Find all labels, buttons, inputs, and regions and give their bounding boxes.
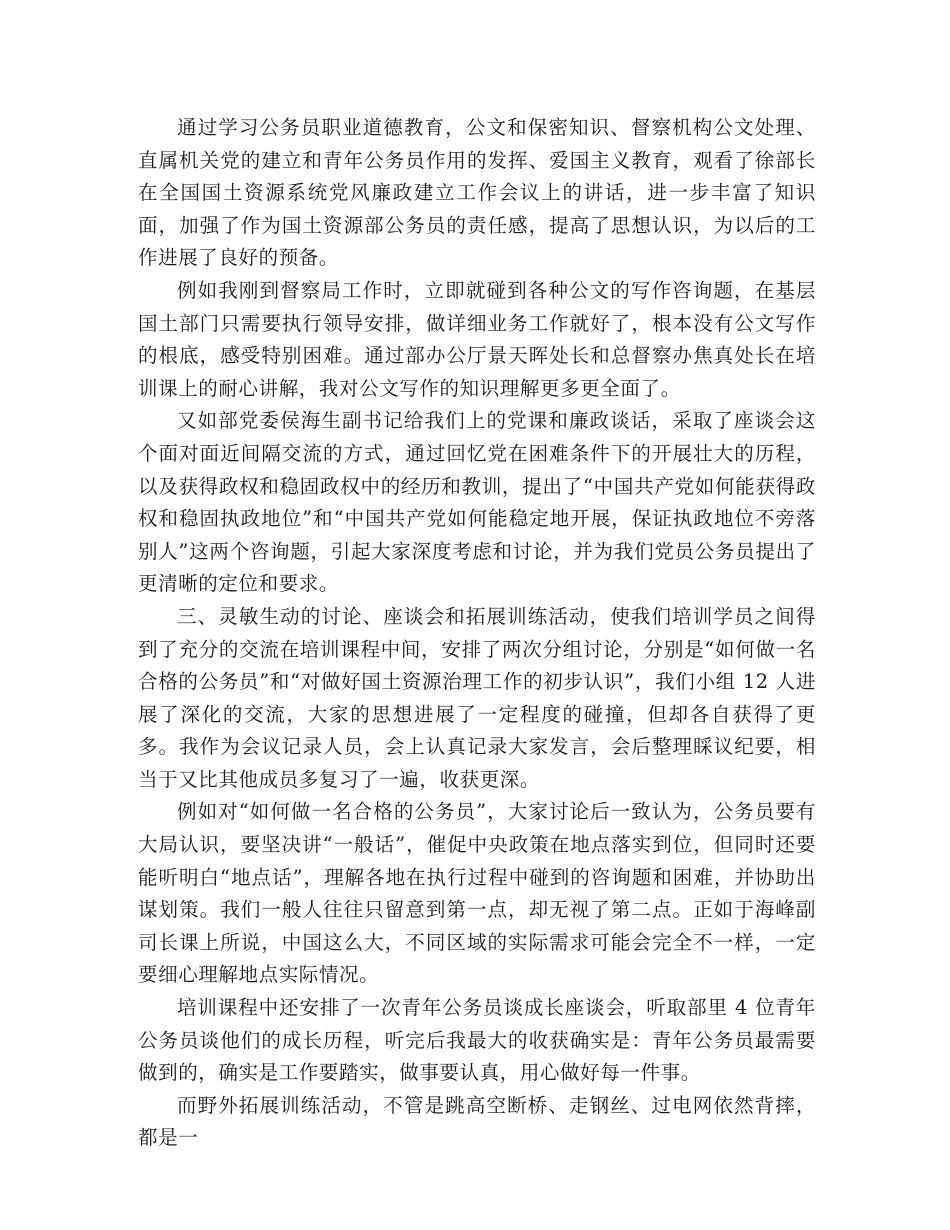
paragraph-1: 通过学习公务员职业道德教育，公文和保密知识、督察机构公文处理、直属机关党的建立和青年公务员作用的发挥、爱国主义教育，观看了徐部长在全国国土资源系统党风廉政建立工作会议上的讲话，进一步丰富了知识面，加强了作为国土资源部公务员的责任感，提高了思想认识，为以后的工作进展了良好的预备。 [138,116,816,270]
document-body [138,112,816,1155]
paragraph-5: 例如对“如何做一名合格的公务员”，大家讨论后一致认为，公务员要有大局认识，要坚决讲“一般话”，催促中央政策在地点落实到位，但同时还要能听明白“地点话”，理解各地在执行过程中碰到的咨询题和困难，并协助出谋划策。我们一般人往往只留意到第一点，却无视了第二点。正如于海峰副司长课上所说，中国这么大，不同区域的实际需求可能会完全不一样，一定要细心理解地点实际情况。 [138,800,816,987]
paragraph-4: 三、灵敏生动的讨论、座谈会和拓展训练活动，使我们培训学员之间得到了充分的交流在培训课程中间，安排了两次分组讨论，分别是“如何做一名合格的公务员”和“对做好国土资源治理工作的初步认识”，我们小组 12 人进展了深化的交流，大家的思想进展了一定程度的碰撞，但却各自获得了更多。我作为会议记录人员，会上认真记录大家发言，会后整理睬议纪要，相当于又比其他成员多复习了一遍，收获更深。 [138,604,816,791]
paragraph-2: 例如我刚到督察局工作时，立即就碰到各种公文的写作咨询题，在基层国土部门只需要执行领导安排，做详细业务工作就好了，根本没有公文写作的根底，感受特别困难。通过部办公厅景天晖处长和总督察办焦真处长在培训课上的耐心讲解，我对公文写作的知识理解更多更全面了。 [138,278,816,400]
paragraph-6: 培训课程中还安排了一次青年公务员谈成长座谈会，听取部里 4 位青年公务员谈他们的成长历程，听完后我最大的收获确实是：青年公务员最需要做到的，确实是工作要踏实，做事要认真，用心做好每一件事。 [138,996,816,1085]
paragraph-7: 而野外拓展训练活动，不管是跳高空断桥、走钢丝、过电网依然背摔，都是一 [138,1093,816,1150]
paragraph-3: 又如部党委侯海生副书记给我们上的党课和廉政谈话，采取了座谈会这个面对面近间隔交流的方式，通过回忆党在困难条件下的开展壮大的历程，以及获得政权和稳固政权中的经历和教训，提出了“中国共产党如何能获得政权和稳固执政地位”和“中国共产党如何能稳定地开展，保证执政地位不旁落别人”这两个咨询题，引起大家深度考虑和讨论，并为我们党员公务员提出了更清晰的定位和要求。 [138,409,816,596]
